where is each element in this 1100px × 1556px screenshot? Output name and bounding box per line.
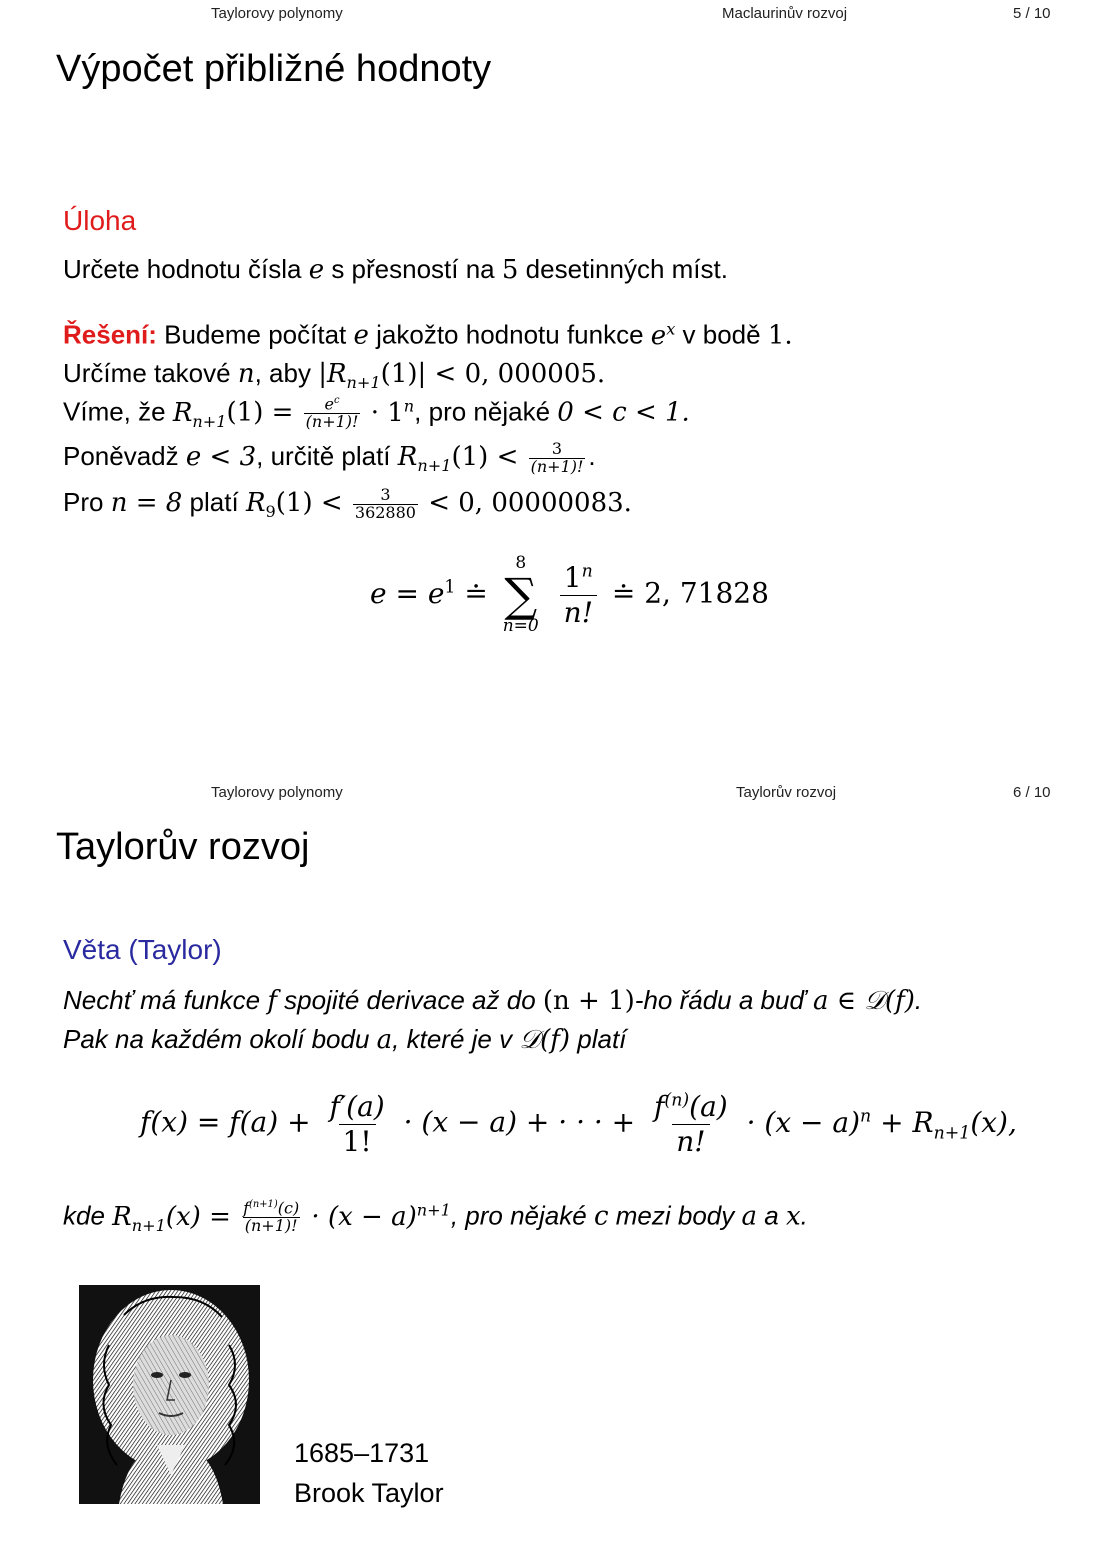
slide1-header-left: Taylorovy polynomy xyxy=(211,5,343,22)
slide2-title: Taylorův rozvoj xyxy=(56,826,310,868)
slide1-page-number: 5 / 10 xyxy=(1013,5,1051,22)
e-series-equation: $e = e^1$ ≐ 8 ∑ n=0 $\frac{1^n}{n!}$ ≐ 2, 71828 xyxy=(370,553,769,636)
solution-line-5: Pro n = 8 platí $R_9(1)$ < $\frac{3}{362880}$ < 0, 00000083. xyxy=(63,485,632,522)
solution-line-1: Řešení: Budeme počítat e jakožto hodnotu funkce $e^x$ v bodě 1. xyxy=(63,319,793,351)
remainder-line: kde $R_{n+1}(x)$ = $\frac{f^{(n+1)}(c)}{(n+1)!}$ · $(x - a)^{n+1}$, pro nějaké c mezi body a a x. xyxy=(63,1198,808,1236)
slide1-header-center: Maclaurinův rozvoj xyxy=(722,5,848,22)
task-block-title: Úloha xyxy=(63,205,137,236)
brook-taylor-portrait xyxy=(79,1285,260,1504)
slide2-header-left: Taylorovy polynomy xyxy=(211,784,343,801)
task-text: Určete hodnotu čísla e s přesností na 5 desetinných míst. xyxy=(63,254,728,285)
taylor-formula: f(x) = f(a) + $\frac{f'(a)}{1!}$ · (x − a) + · · · + $\frac{f^{(n)}(a)}{n!}$ · $(x - a)^n + R_{n+1}(x)$, xyxy=(140,1090,1017,1158)
slide2-header-center: Taylorův rozvoj xyxy=(736,784,837,801)
slide1-title: Výpočet přibližné hodnoty xyxy=(56,48,492,90)
bio-name: Brook Taylor xyxy=(294,1478,444,1508)
solution-line-3: Víme, že $R_{n+1}(1)$ = $\frac{e^c}{(n+1)!}$ · $1^n$, pro nějaké 0 < c < 1. xyxy=(63,394,690,432)
bio-years: 1685–1731 xyxy=(294,1438,430,1468)
solution-line-2: Určíme takové n, aby $|R_{n+1}(1)| < 0$, 000005. xyxy=(63,358,606,393)
slide2-page-number: 6 / 10 xyxy=(1013,784,1051,801)
theorem-line-2: Pak na každém okolí bodu a, které je v 𝒟(f) platí xyxy=(63,1024,627,1055)
theorem-line-1: Nechť má funkce f spojité derivace až do (n + 1)-ho řádu a buď a ∈ 𝒟(f). xyxy=(63,985,923,1016)
solution-label: Řešení: xyxy=(63,319,157,350)
theorem-block-title: Věta (Taylor) xyxy=(63,934,222,965)
solution-line-4: Poněvadž e < 3, určitě platí $R_{n+1}(1)$ < $\frac{3}{(n+1)!}$ . xyxy=(63,439,596,476)
